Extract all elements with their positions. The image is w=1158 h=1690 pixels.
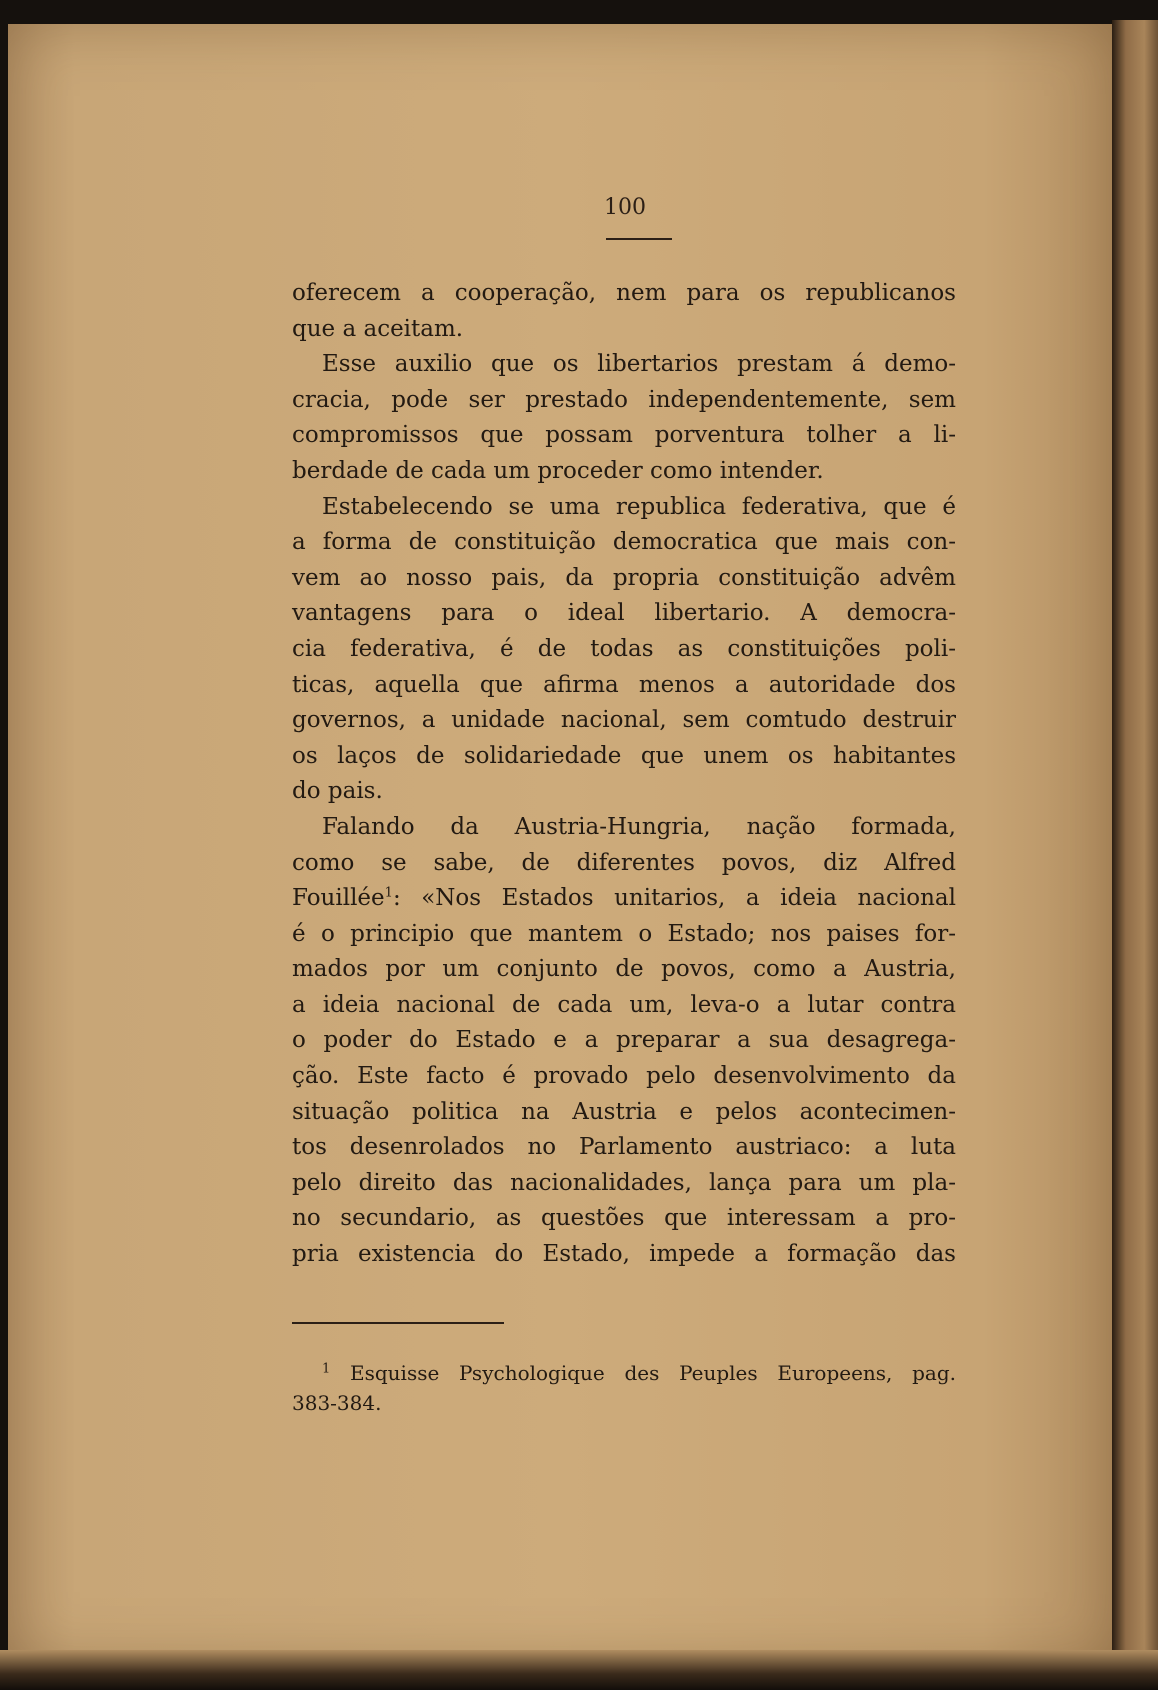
text-line-content: Falando da Austria-Hungria, nação formada, (322, 813, 956, 840)
text-line (292, 276, 956, 312)
text-line (292, 347, 956, 383)
body-text (292, 276, 956, 1273)
text-line (292, 312, 956, 348)
text-line-content: a forma de constituição democratica que mais con- (292, 529, 956, 556)
text-line-content: no secundario, as questões que interessam a pro- (292, 1205, 956, 1232)
text-line-content: berdade de cada um proceder como intender. (292, 457, 824, 484)
footnote-text: Esquisse Psychologique des Peuples Europeens, pag. (350, 1361, 957, 1385)
text-line-content: ticas, aquella que afirma menos a autoridade dos (292, 671, 956, 698)
text-line (292, 561, 956, 597)
text-line (292, 668, 956, 704)
text-line (292, 1201, 956, 1237)
text-line-content: como se sabe, de diferentes povos, diz Alfred (292, 849, 956, 876)
text-line (292, 1130, 956, 1166)
text-line (292, 1237, 956, 1273)
text-line-content: Fouillée (292, 885, 385, 912)
text-line-content: cia federativa, é de todas as constituições poli- (292, 635, 956, 662)
text-line (292, 1059, 956, 1095)
text-line-content: situação politica na Austria e pelos acontecimen- (292, 1098, 956, 1125)
page-bottom-edge (0, 1650, 1158, 1690)
text-line-content: a ideia nacional de cada um, leva-o a lutar contra (292, 991, 956, 1018)
footnote-line (292, 1388, 956, 1418)
text-line (292, 1166, 956, 1202)
text-line (292, 703, 956, 739)
text-line-content: do pais. (292, 778, 383, 805)
text-line-content: o poder do Estado e a preparar a sua desagrega- (292, 1027, 956, 1054)
text-line-content: compromissos que possam porventura tolher a li- (292, 422, 956, 449)
page-number: 100 (604, 195, 646, 220)
text-line (292, 1095, 956, 1131)
text-line-content: pria existencia do Estado, impede a formação das (292, 1241, 956, 1268)
text-line-content: Esse auxilio que os libertarios prestam á demo- (322, 351, 956, 378)
text-line-content: vem ao nosso pais, da propria constituição advêm (292, 564, 956, 591)
text-line (292, 525, 956, 561)
text-line (292, 952, 956, 988)
footnote-rule (292, 1322, 504, 1324)
footnote-line (292, 1358, 956, 1388)
text-line (292, 490, 956, 526)
text-line-content: : «Nos Estados unitarios, a ideia nacional (392, 885, 956, 912)
header-rule (606, 238, 672, 240)
text-line (292, 739, 956, 775)
footnote (292, 1358, 956, 1418)
text-line (292, 846, 956, 882)
text-line (292, 988, 956, 1024)
text-line-content: ção. Este facto é provado pelo desenvolvimento da (292, 1063, 956, 1090)
text-line-content: pelo direito das nacionalidades, lança para um pla- (292, 1169, 956, 1196)
text-line-content: é o principio que mantem o Estado; nos paises for- (292, 920, 956, 947)
footnote-marker: 1 (322, 1361, 331, 1377)
text-line (292, 596, 956, 632)
text-line-content: cracia, pode ser prestado independentemente, sem (292, 386, 956, 413)
text-line-content: governos, a unidade nacional, sem comtudo destruir (292, 707, 956, 734)
text-line-content: mados por um conjunto de povos, como a Austria, (292, 956, 956, 983)
footnote-reference: 1 (384, 885, 393, 901)
text-line (292, 632, 956, 668)
book-binding-edge (1112, 20, 1158, 1670)
text-line-content: tos desenrolados no Parlamento austriaco: a luta (292, 1134, 956, 1161)
text-line-content: vantagens para o ideal libertario. A democra- (292, 600, 956, 627)
text-line (292, 418, 956, 454)
text-line-content: Estabelecendo se uma republica federativa, que é (322, 493, 956, 520)
text-line-content: oferecem a cooperação, nem para os republicanos (292, 280, 956, 306)
text-line (292, 917, 956, 953)
text-line (292, 774, 956, 810)
text-line (292, 454, 956, 490)
text-line (292, 810, 956, 846)
text-line-content: que a aceitam. (292, 315, 464, 342)
footnote-text: 383-384. (292, 1391, 382, 1415)
text-line (292, 1023, 956, 1059)
text-line-content: os laços de solidariedade que unem os habitantes (292, 742, 956, 769)
text-line (292, 383, 956, 419)
text-line (292, 881, 956, 917)
